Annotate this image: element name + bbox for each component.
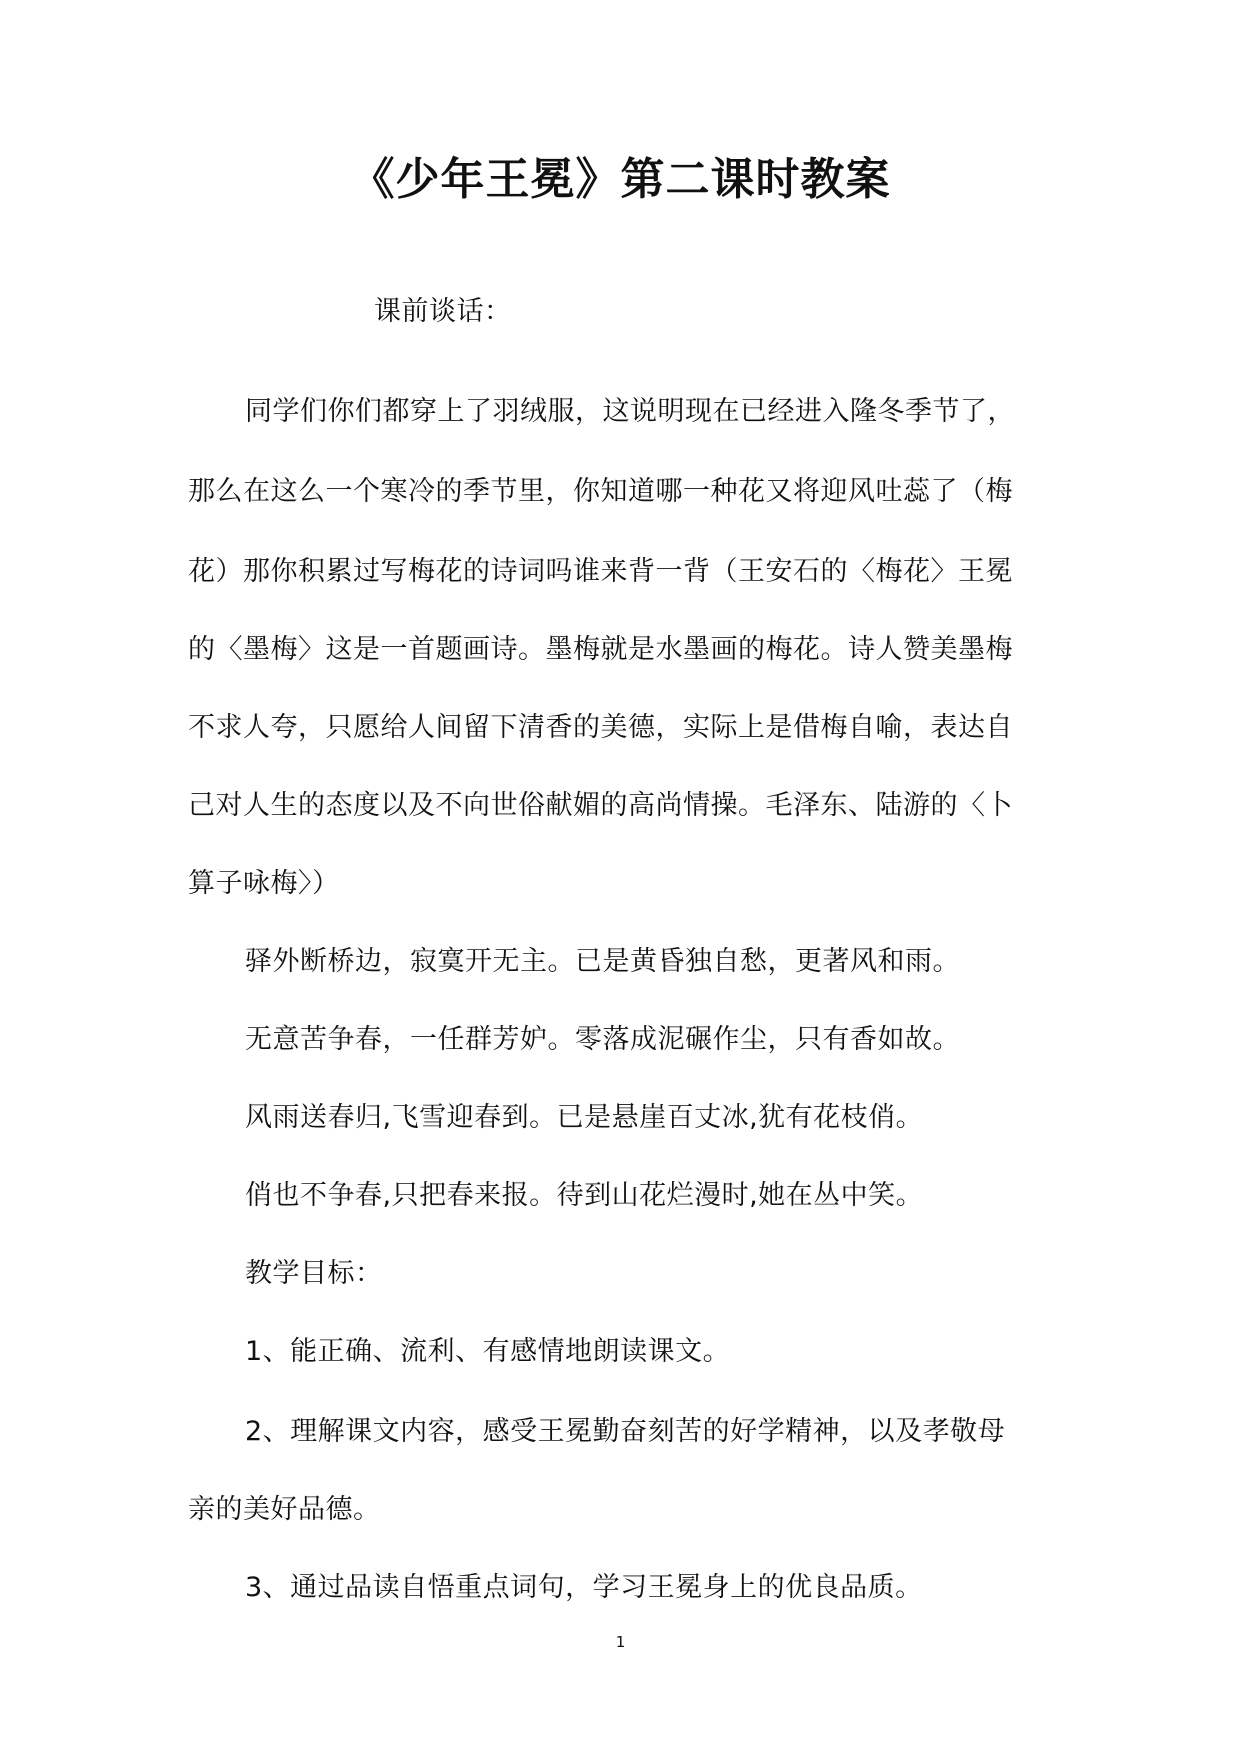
document-title: 《少年王冕》第二课时教案 — [350, 154, 891, 205]
paragraph-line: 算子咏梅〉） — [188, 868, 340, 899]
paragraph-line: 花）那你积累过写梅花的诗词吗谁来背一背（王安石的〈梅花〉王冕 — [188, 556, 1013, 587]
paragraph-line: 的〈墨梅〉这是一首题画诗。墨梅就是水墨画的梅花。诗人赞美墨梅 — [188, 634, 1013, 665]
goal-item: 1、能正确、流利、有感情地朗读课文。 — [245, 1336, 731, 1367]
goal-item-continuation: 亲的美好品德。 — [188, 1494, 381, 1525]
poem-line: 驿外断桥边，寂寞开无主。已是黄昏独自愁，更著风和雨。 — [245, 946, 960, 977]
goal-item: 3、通过品读自悟重点词句，学习王冕身上的优良品质。 — [245, 1572, 923, 1603]
paragraph-line: 不求人夸，只愿给人间留下清香的美德，实际上是借梅自喻，表达自 — [188, 712, 1013, 743]
poem-line: 无意苦争春，一任群芳妒。零落成泥碾作尘，只有香如故。 — [245, 1024, 960, 1055]
paragraph-line: 己对人生的态度以及不向世俗献媚的高尚情操。毛泽东、陆游的〈卜 — [188, 790, 1013, 821]
poem-line: 风雨送春归,飞雪迎春到。已是悬崖百丈冰,犹有花枝俏。 — [245, 1102, 924, 1133]
goal-item: 2、理解课文内容，感受王冕勤奋刻苦的好学精神，以及孝敬母 — [245, 1416, 1006, 1447]
poem-line: 俏也不争春,只把春来报。待到山花烂漫时,她在丛中笑。 — [245, 1180, 924, 1211]
paragraph-line: 同学们你们都穿上了羽绒服，这说明现在已经进入隆冬季节了， — [245, 396, 1015, 427]
page-number: 1 — [615, 1633, 626, 1651]
paragraph-line: 那么在这么一个寒冷的季节里，你知道哪一种花又将迎风吐蕊了（梅 — [188, 476, 1013, 507]
section-heading-teaching-goals: 教学目标： — [245, 1258, 383, 1289]
section-heading-pre-class-talk: 课前谈话： — [374, 296, 512, 327]
